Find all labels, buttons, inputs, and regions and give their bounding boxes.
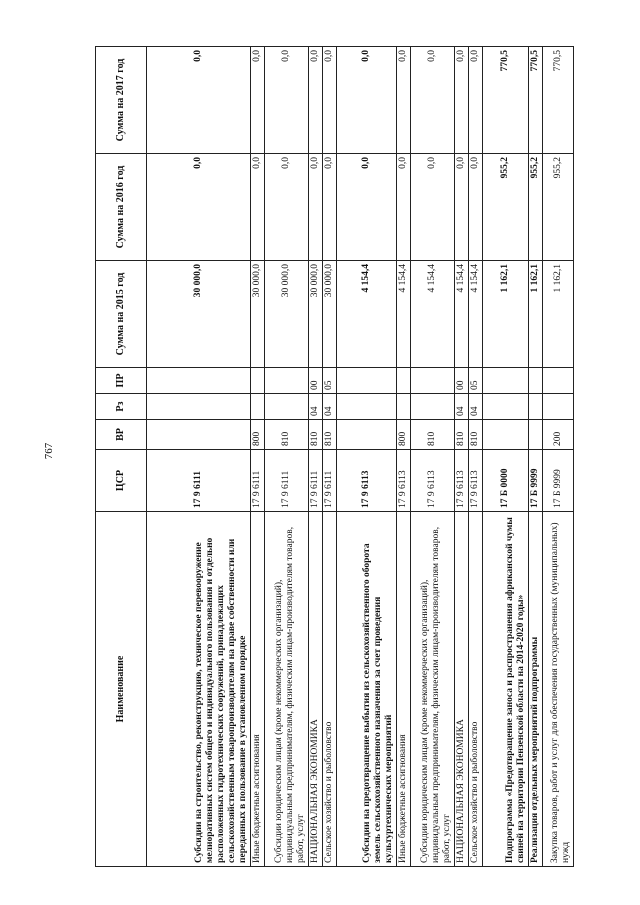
cell-2017: 0,0 [147, 47, 251, 154]
cell-rz [251, 394, 265, 420]
rotated-table-container [95, 47, 572, 867]
cell-csr: 17 9 6113 [469, 450, 483, 512]
cell-csr: 17 9 6111 [265, 450, 309, 512]
header-row [96, 47, 147, 867]
cell-vr: 810 [265, 420, 309, 450]
cell-vr: 200 [543, 420, 574, 450]
cell-2017: 0,0 [411, 47, 455, 154]
cell-2015: 30 000,0 [251, 261, 265, 368]
cell-rz [529, 394, 543, 420]
cell-name: Субсидии на предотвращение выбытия из сельскохозяйственного оборота земель сельскохозяйственного назначения за счет проведения культуртехнических мероприятий [337, 512, 397, 867]
cell-csr: 17 9 6113 [455, 450, 469, 512]
cell-2015: 4 154,4 [455, 261, 469, 368]
header-vr: ВР [96, 420, 147, 450]
cell-rz: 04 [455, 394, 469, 420]
table-row [251, 47, 265, 867]
table-row [309, 47, 323, 867]
cell-pr [265, 368, 309, 394]
table-row [411, 47, 455, 867]
cell-vr: 810 [411, 420, 455, 450]
cell-2017: 0,0 [323, 47, 337, 154]
table-row [337, 47, 397, 867]
cell-vr: 810 [455, 420, 469, 450]
table-row [529, 47, 543, 867]
cell-2015: 30 000,0 [265, 261, 309, 368]
cell-2015: 4 154,4 [469, 261, 483, 368]
budget-table-frame [95, 47, 572, 867]
cell-csr: 17 9 6113 [337, 450, 397, 512]
cell-pr: 05 [323, 368, 337, 394]
cell-2017: 0,0 [455, 47, 469, 154]
cell-name: НАЦИОНАЛЬНАЯ ЭКОНОМИКА [309, 512, 323, 867]
cell-name: Иные бюджетные ассигнования [397, 512, 411, 867]
cell-2016: 0,0 [265, 154, 309, 261]
table-row [397, 47, 411, 867]
cell-rz [397, 394, 411, 420]
cell-pr [529, 368, 543, 394]
cell-rz [411, 394, 455, 420]
cell-pr [147, 368, 251, 394]
cell-2017: 0,0 [469, 47, 483, 154]
cell-2016: 955,2 [529, 154, 543, 261]
header-pr: ПР [96, 368, 147, 394]
budget-table [95, 46, 574, 867]
cell-pr [337, 368, 397, 394]
cell-csr: 17 Б 9999 [543, 450, 574, 512]
cell-csr: 17 9 6111 [309, 450, 323, 512]
cell-2016: 0,0 [251, 154, 265, 261]
cell-name: Реализация отдельных мероприятий подпрограммы [529, 512, 543, 867]
cell-rz: 04 [469, 394, 483, 420]
cell-2016: 955,2 [483, 154, 529, 261]
cell-vr: 800 [397, 420, 411, 450]
table-row [147, 47, 251, 867]
cell-name: Сельское хозяйство и рыболовство [323, 512, 337, 867]
cell-2015: 4 154,4 [411, 261, 455, 368]
cell-rz [147, 394, 251, 420]
cell-2017: 0,0 [397, 47, 411, 154]
cell-vr: 810 [323, 420, 337, 450]
cell-csr: 17 Б 9999 [529, 450, 543, 512]
cell-2016: 0,0 [411, 154, 455, 261]
cell-csr: 17 Б 0000 [483, 450, 529, 512]
cell-pr [411, 368, 455, 394]
cell-2017: 0,0 [309, 47, 323, 154]
cell-pr [543, 368, 574, 394]
cell-2015: 30 000,0 [309, 261, 323, 368]
cell-name: Закупка товаров, работ и услуг для обеспечения государственных (муниципальных) нужд [543, 512, 574, 867]
cell-pr [483, 368, 529, 394]
cell-2015: 30 000,0 [323, 261, 337, 368]
cell-csr: 17 9 6113 [411, 450, 455, 512]
cell-2016: 0,0 [469, 154, 483, 261]
table-row [455, 47, 469, 867]
cell-name: НАЦИОНАЛЬНАЯ ЭКОНОМИКА [455, 512, 469, 867]
header-2017: Сумма на 2017 год [96, 47, 147, 154]
cell-name: Иные бюджетные ассигнования [251, 512, 265, 867]
header-2015: Сумма на 2015 год [96, 261, 147, 368]
cell-name: Субсидии на строительство, реконструкцию, техническое перевооружение мелиоративных систем общего и индивидуального пользования и отдельно расположенных гидротехнических сооружений, принадлежащих сельскохозяйственным товаропроизводителям на праве собственности или переданных в пользование в установленном порядке [147, 512, 251, 867]
cell-2016: 0,0 [323, 154, 337, 261]
header-name: Наименование [96, 512, 147, 867]
cell-vr: 810 [469, 420, 483, 450]
page-number: 767 [43, 442, 55, 460]
table-row [265, 47, 309, 867]
header-rz: Рз [96, 394, 147, 420]
header-csr: ЦСР [96, 450, 147, 512]
cell-2015: 1 162,1 [483, 261, 529, 368]
cell-2016: 0,0 [455, 154, 469, 261]
cell-2016: 0,0 [337, 154, 397, 261]
cell-2015: 30 000,0 [147, 261, 251, 368]
cell-2017: 0,0 [337, 47, 397, 154]
cell-vr: 800 [251, 420, 265, 450]
cell-vr [529, 420, 543, 450]
header-2016: Сумма на 2016 год [96, 154, 147, 261]
cell-pr: 00 [455, 368, 469, 394]
cell-2015: 1 162,1 [529, 261, 543, 368]
cell-rz [543, 394, 574, 420]
cell-2015: 4 154,4 [397, 261, 411, 368]
table-row [483, 47, 529, 867]
cell-2017: 770,5 [483, 47, 529, 154]
cell-csr: 17 9 6111 [323, 450, 337, 512]
cell-csr: 17 9 6111 [147, 450, 251, 512]
cell-vr: 810 [309, 420, 323, 450]
cell-rz: 04 [309, 394, 323, 420]
cell-name: Сельское хозяйство и рыболовство [469, 512, 483, 867]
cell-rz [483, 394, 529, 420]
cell-name: Субсидии юридическим лицам (кроме некоммерческих организаций), индивидуальным предпринимателям, физическим лицам-производителям товаров, работ, услуг [265, 512, 309, 867]
cell-2017: 0,0 [265, 47, 309, 154]
cell-pr [251, 368, 265, 394]
cell-vr [483, 420, 529, 450]
cell-rz [265, 394, 309, 420]
cell-2016: 955,2 [543, 154, 574, 261]
cell-2017: 770,5 [543, 47, 574, 154]
cell-2016: 0,0 [397, 154, 411, 261]
table-row [469, 47, 483, 867]
table-row [323, 47, 337, 867]
cell-2016: 0,0 [147, 154, 251, 261]
cell-vr [147, 420, 251, 450]
cell-2016: 0,0 [309, 154, 323, 261]
cell-rz [337, 394, 397, 420]
cell-name: Подпрограмма «Предотвращение заноса и распространения африканской чумы свиней на территории Пензенской области на 2014-2020 годы» [483, 512, 529, 867]
cell-name: Субсидии юридическим лицам (кроме некоммерческих организаций), индивидуальным предпринимателям, физическим лицам-производителям товаров, работ, услуг [411, 512, 455, 867]
cell-2017: 0,0 [251, 47, 265, 154]
cell-2017: 770,5 [529, 47, 543, 154]
cell-pr: 05 [469, 368, 483, 394]
cell-csr: 17 9 6111 [251, 450, 265, 512]
cell-2015: 1 162,1 [543, 261, 574, 368]
cell-pr [397, 368, 411, 394]
cell-csr: 17 9 6113 [397, 450, 411, 512]
table-row [543, 47, 574, 867]
cell-2015: 4 154,4 [337, 261, 397, 368]
cell-rz: 04 [323, 394, 337, 420]
cell-pr: 00 [309, 368, 323, 394]
cell-vr [337, 420, 397, 450]
